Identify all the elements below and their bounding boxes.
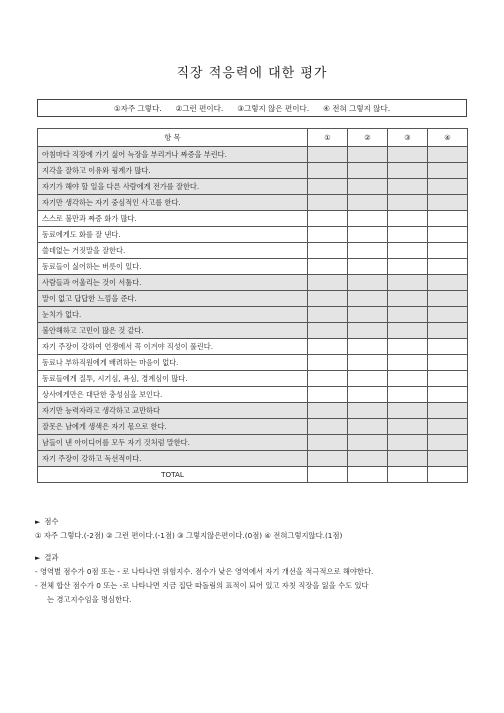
answer-cell-4[interactable]	[428, 371, 468, 387]
notes-section	[35, 515, 475, 607]
table-row	[38, 339, 468, 355]
answer-cell-4[interactable]	[428, 339, 468, 355]
answer-cell-3[interactable]	[388, 243, 428, 259]
answer-cell-4[interactable]	[428, 451, 468, 467]
legend-option-3: ③그렇지 않은 편이다.	[237, 103, 310, 113]
result-heading-text: 결과	[44, 553, 59, 562]
answer-cell-3[interactable]	[388, 435, 428, 451]
item-text: 스스로 불만과 짜증 화가 많다.	[38, 211, 308, 227]
answer-cell-2[interactable]	[348, 435, 388, 451]
answer-cell-4[interactable]	[428, 275, 468, 291]
table-row	[38, 451, 468, 467]
answer-cell-3[interactable]	[388, 227, 428, 243]
header-option-4: ④	[428, 129, 468, 147]
answer-cell-3[interactable]	[388, 275, 428, 291]
total-cell-3	[388, 467, 428, 483]
answer-cell-3[interactable]	[388, 163, 428, 179]
item-text: 지각을 잘하고 이유와 핑계가 많다.	[38, 163, 308, 179]
answer-cell-1[interactable]	[308, 163, 348, 179]
answer-cell-4[interactable]	[428, 403, 468, 419]
answer-cell-4[interactable]	[428, 435, 468, 451]
answer-cell-4[interactable]	[428, 227, 468, 243]
legend-option-1: ①자주 그렇다.	[113, 103, 162, 113]
item-text: 아침마다 직장에 가기 싫어 늑장을 부리거나 짜증을 부린다.	[38, 147, 308, 163]
answer-cell-2[interactable]	[348, 211, 388, 227]
item-text: 자기 주장이 강하여 언쟁에서 꼭 이겨야 직성이 풀린다.	[38, 339, 308, 355]
answer-cell-1[interactable]	[308, 211, 348, 227]
answer-cell-1[interactable]	[308, 259, 348, 275]
item-text: 자기만 능력자라고 생각하고 교만하다	[38, 403, 308, 419]
table-row	[38, 211, 468, 227]
answer-cell-4[interactable]	[428, 323, 468, 339]
answer-cell-1[interactable]	[308, 179, 348, 195]
table-row	[38, 355, 468, 371]
item-text: 말이 없고 답답한 느낌을 준다.	[38, 291, 308, 307]
page-title: 직장 적응력에 대한 평가	[176, 66, 328, 81]
answer-cell-2[interactable]	[348, 227, 388, 243]
table-row	[38, 307, 468, 323]
answer-cell-1[interactable]	[308, 371, 348, 387]
answer-cell-1[interactable]	[308, 243, 348, 259]
table-row	[38, 179, 468, 195]
result-line: - 전체 합산 점수가 0 또는 -로 나타나면 지금 집단 따돌림의 표적이 되어 있고 자칫 직장을 잃을 수도 있다	[35, 581, 369, 590]
answer-cell-4[interactable]	[428, 259, 468, 275]
bullet-icon: ►	[35, 518, 41, 526]
answer-cell-4[interactable]	[428, 291, 468, 307]
answer-cell-2[interactable]	[348, 163, 388, 179]
table-row	[38, 323, 468, 339]
item-text: 쓸데없는 거짓말을 잘한다.	[38, 243, 308, 259]
total-row	[38, 467, 468, 483]
answer-cell-3[interactable]	[388, 403, 428, 419]
answer-cell-3[interactable]	[388, 355, 428, 371]
item-text: 동료에게도 화를 잘 낸다.	[38, 227, 308, 243]
answer-cell-1[interactable]	[308, 355, 348, 371]
answer-cell-4[interactable]	[428, 211, 468, 227]
answer-cell-2[interactable]	[348, 259, 388, 275]
result-heading	[35, 551, 475, 565]
answer-cell-4[interactable]	[428, 195, 468, 211]
result-line: 는 경고지수임을 명심한다.	[47, 595, 132, 604]
answer-cell-1[interactable]	[308, 451, 348, 467]
answer-cell-4[interactable]	[428, 243, 468, 259]
answer-cell-1[interactable]	[308, 339, 348, 355]
item-text: 동료들에게 질투, 시기심, 욕심, 경계심이 많다.	[38, 371, 308, 387]
answer-cell-1[interactable]	[308, 195, 348, 211]
answer-cell-3[interactable]	[388, 259, 428, 275]
evaluation-table	[37, 128, 468, 483]
answer-cell-1[interactable]	[308, 403, 348, 419]
answer-cell-4[interactable]	[428, 419, 468, 435]
answer-cell-3[interactable]	[388, 147, 428, 163]
item-text: 불안해하고 고민이 많은 것 같다.	[38, 323, 308, 339]
answer-cell-2[interactable]	[348, 387, 388, 403]
answer-cell-1[interactable]	[308, 307, 348, 323]
answer-cell-2[interactable]	[348, 355, 388, 371]
answer-cell-2[interactable]	[348, 451, 388, 467]
item-text: 눈치가 없다.	[38, 307, 308, 323]
bullet-icon: ►	[35, 554, 41, 562]
total-cell-2	[348, 467, 388, 483]
answer-cell-1[interactable]	[308, 227, 348, 243]
answer-cell-4[interactable]	[428, 179, 468, 195]
answer-cell-2[interactable]	[348, 243, 388, 259]
item-text: 동료나 부하직원에게 배려하는 마음이 없다.	[38, 355, 308, 371]
table-row	[38, 419, 468, 435]
answer-cell-3[interactable]	[388, 195, 428, 211]
answer-cell-2[interactable]	[348, 275, 388, 291]
answer-cell-1[interactable]	[308, 387, 348, 403]
answer-cell-2[interactable]	[348, 147, 388, 163]
answer-cell-1[interactable]	[308, 419, 348, 435]
table-row	[38, 387, 468, 403]
total-cell-4	[428, 467, 468, 483]
answer-cell-1[interactable]	[308, 435, 348, 451]
result-line: - 영역별 점수가 0점 또는 - 로 나타나면 위험지수. 점수가 낮은 영역에서 자기 개선을 적극적으로 해야한다.	[35, 567, 374, 576]
table-row	[38, 259, 468, 275]
answer-cell-2[interactable]	[348, 419, 388, 435]
answer-cell-2[interactable]	[348, 195, 388, 211]
answer-cell-4[interactable]	[428, 147, 468, 163]
header-option-2: ②	[348, 129, 388, 147]
header-option-3: ③	[388, 129, 428, 147]
answer-cell-3[interactable]	[388, 291, 428, 307]
item-text: 사람들과 어울리는 것이 서툴다.	[38, 275, 308, 291]
table-row	[38, 291, 468, 307]
answer-cell-2[interactable]	[348, 291, 388, 307]
item-text: 잘못은 남에게 생색은 자기 몫으로 한다.	[38, 419, 308, 435]
table-body	[38, 147, 468, 483]
table-row	[38, 227, 468, 243]
answer-cell-1[interactable]	[308, 147, 348, 163]
total-cell-1	[308, 467, 348, 483]
header-item: 항 목	[38, 129, 308, 147]
score-heading	[35, 515, 475, 529]
score-heading-text: 점수	[44, 517, 59, 526]
answer-cell-1[interactable]	[308, 323, 348, 339]
legend-option-2: ②그런 편이다.	[175, 103, 224, 113]
answer-cell-3[interactable]	[388, 307, 428, 323]
header-option-1: ①	[308, 129, 348, 147]
answer-cell-2[interactable]	[348, 307, 388, 323]
answer-legend	[37, 99, 467, 117]
item-text: 자기 주장이 강하고 독선적이다.	[38, 451, 308, 467]
answer-cell-3[interactable]	[388, 451, 428, 467]
answer-cell-2[interactable]	[348, 323, 388, 339]
legend-option-4: ④ 전혀 그렇지 않다.	[323, 103, 391, 113]
answer-cell-2[interactable]	[348, 403, 388, 419]
answer-cell-3[interactable]	[388, 419, 428, 435]
score-text: ① 자주 그렇다.(-2점) ② 그런 편이다.(-1점) ③ 그렇지않은편이다.(0점) ④ 전혀그렇지않다.(1점)	[35, 531, 343, 540]
answer-cell-2[interactable]	[348, 339, 388, 355]
item-text: 동료들이 싫어하는 버릇이 있다.	[38, 259, 308, 275]
answer-cell-3[interactable]	[388, 179, 428, 195]
table-row	[38, 403, 468, 419]
table-header-row	[38, 129, 468, 147]
answer-cell-4[interactable]	[428, 355, 468, 371]
answer-cell-2[interactable]	[348, 371, 388, 387]
answer-cell-1[interactable]	[308, 291, 348, 307]
answer-cell-2[interactable]	[348, 179, 388, 195]
answer-cell-3[interactable]	[388, 371, 428, 387]
table-row	[38, 243, 468, 259]
total-label: TOTAL	[38, 467, 308, 483]
answer-cell-1[interactable]	[308, 275, 348, 291]
table-row	[38, 147, 468, 163]
answer-cell-4[interactable]	[428, 387, 468, 403]
table-row	[38, 371, 468, 387]
answer-cell-3[interactable]	[388, 211, 428, 227]
table-row	[38, 275, 468, 291]
answer-cell-3[interactable]	[388, 323, 428, 339]
table-row	[38, 195, 468, 211]
table-row	[38, 163, 468, 179]
item-text: 상사에게만은 대단한 충성심을 보인다.	[38, 387, 308, 403]
item-text: 자기가 해야 할 일을 다른 사람에게 전가를 잘한다.	[38, 179, 308, 195]
item-text: 남들이 낸 아이디어를 모두 자기 것처럼 말한다.	[38, 435, 308, 451]
item-text: 자기만 생각하는 자기 중심적인 사고를 한다.	[38, 195, 308, 211]
answer-cell-3[interactable]	[388, 339, 428, 355]
table-row	[38, 435, 468, 451]
answer-cell-3[interactable]	[388, 387, 428, 403]
answer-cell-4[interactable]	[428, 307, 468, 323]
answer-cell-4[interactable]	[428, 163, 468, 179]
